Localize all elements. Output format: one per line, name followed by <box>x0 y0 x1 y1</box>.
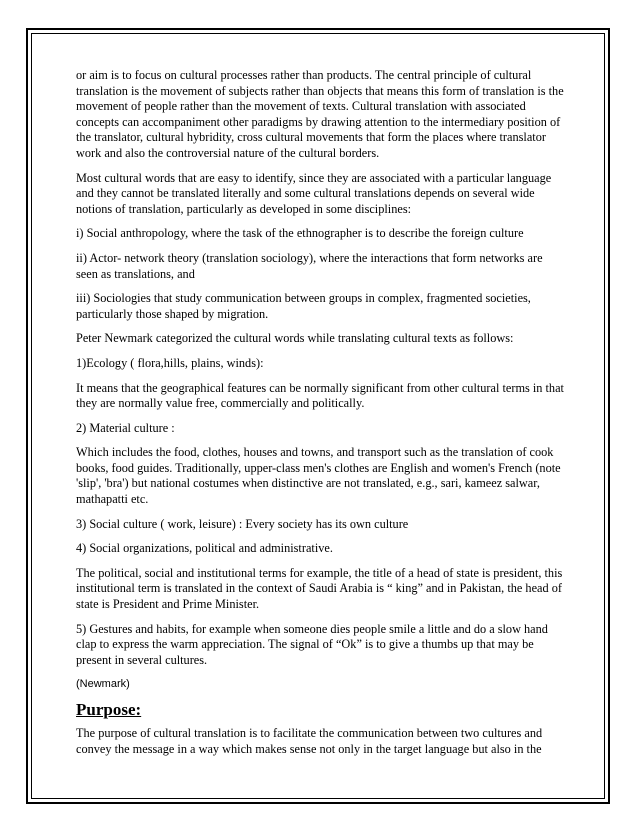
category-social-organizations: 4) Social organizations, political and administrative. <box>76 541 333 556</box>
list-item-actor-network: ii) Actor- network theory (translation sociology), where the interactions that form networks are seen as translations, and <box>76 250 543 281</box>
paragraph-purpose: The purpose of cultural translation is to facilitate the communication between two cultures and convey the message in a way which makes sense not only in the target language but also in the <box>76 726 543 756</box>
list-item-social-anthropology: i) Social anthropology, where the task of the ethnographer is to describe the foreign culture <box>76 226 524 241</box>
paragraph-cultural-words: Most cultural words that are easy to identify, since they are associated with a particular language and they cannot be translated literally and some cultural translations depends on several wide notions of translation, particularly as developed in some disciplines: <box>76 170 552 216</box>
category-ecology: 1)Ecology ( flora,hills, plains, winds): <box>76 355 264 370</box>
paragraph-cultural-translation: or aim is to focus on cultural processes rather than products. The central principle of cultural translation is the movement of subjects rather than objects that means this form of translation is the movement of people rather than the movement of texts. Cultural translation with associated concepts can accompaniment other paradigms by drawing attention to the intermediary position of the translator, cultural hybridity, cross cultural movements that form the places where translator work and also the controversial nature of the cultural borders. <box>76 68 564 160</box>
paragraph-social-organizations: The political, social and institutional terms for example, the title of a head of state is president, this institutional term is translated in the context of Saudi Arabia is “ king” and in Pakistan, the head of state is President and Prime Minister. <box>76 565 563 612</box>
document-body <box>76 68 564 767</box>
list-item-sociologies: iii) Sociologies that study communication between groups in complex, fragmented societies, particularly those shaped by migration. <box>76 291 531 321</box>
section-heading-purpose: Purpose: <box>76 700 142 720</box>
category-gestures-habits: 5) Gestures and habits, for example when someone dies people smile a little and do a slow hand clap to express the warm appreciation. The signal of “Ok” is to give a thumbs up that may be present in several cultures. <box>76 621 548 667</box>
category-social-culture: 3) Social culture ( work, leisure) : Every society has its own culture <box>76 516 409 531</box>
category-material-culture: 2) Material culture : <box>76 420 175 435</box>
paragraph-ecology: It means that the geographical features can be normally significant from other cultural terms in that they are normally value free, commercially and politically. <box>76 380 564 411</box>
citation: (Newmark) <box>76 678 130 691</box>
paragraph-newmark-intro: Peter Newmark categorized the cultural words while translating cultural texts as follows: <box>76 331 514 346</box>
paragraph-material-culture: Which includes the food, clothes, houses and towns, and transport such as the translation of cook books, food guides. Traditionally, upper-class men's clothes are English and women's French (note 'slip', 'bra') but national costumes when distinctive are not translated, e.g., sari, kameez salwar, mathapatti etc. <box>76 445 561 507</box>
